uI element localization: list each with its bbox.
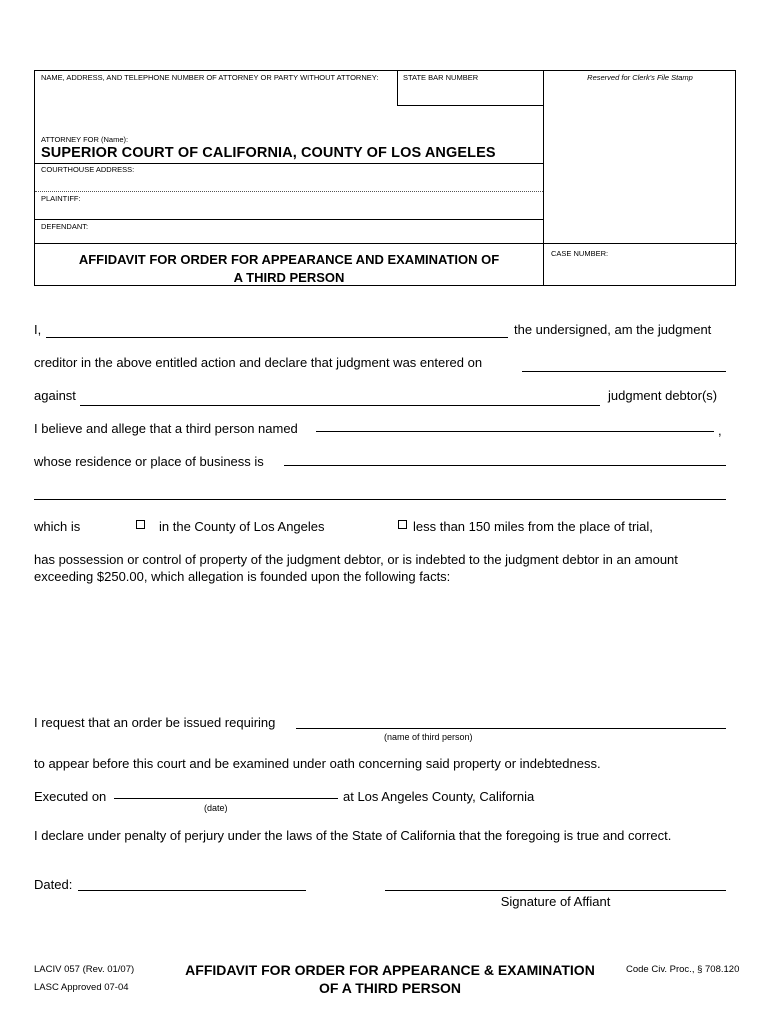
case-number-label: CASE NUMBER: bbox=[551, 249, 609, 258]
appear-line: to appear before this court and be examined under oath concerning said property or indebtedness. bbox=[34, 756, 601, 771]
attorney-for-label: ATTORNEY FOR (Name): bbox=[41, 135, 129, 144]
line2-text: creditor in the above entitled action and declare that judgment was entered on bbox=[34, 355, 483, 370]
date-caption: (date) bbox=[204, 803, 228, 813]
code-reference: Code Civ. Proc., § 708.120 bbox=[626, 964, 740, 975]
facts-para-line2: exceeding $250.00, which allegation is founded upon the following facts: bbox=[34, 569, 451, 584]
clerk-column-divider bbox=[543, 71, 544, 285]
approval-note: LASC Approved 07-04 bbox=[34, 982, 129, 993]
third-person-request-field[interactable] bbox=[296, 728, 726, 729]
affidavit-title-line1: AFFIDAVIT FOR ORDER FOR APPEARANCE AND EXAMINATION OF bbox=[78, 252, 500, 267]
defendant-label: DEFENDANT: bbox=[41, 222, 89, 231]
third-person-name-field[interactable] bbox=[316, 431, 714, 432]
address-divider bbox=[35, 191, 543, 192]
distance-checkbox[interactable] bbox=[398, 520, 407, 529]
state-bar-divider bbox=[397, 71, 398, 106]
executed-prefix: Executed on bbox=[34, 789, 107, 804]
facts-para-line1: has possession or control of property of the judgment debtor, or is indebted to the judgment debtor in an amount bbox=[34, 552, 678, 567]
footer-title-line1: AFFIDAVIT FOR ORDER FOR APPEARANCE & EXAMINATION bbox=[185, 962, 595, 978]
judgment-date-field[interactable] bbox=[522, 371, 726, 372]
clerk-stamp-label: Reserved for Clerk's File Stamp bbox=[587, 73, 693, 82]
affidavit-title-line2: A THIRD PERSON bbox=[233, 270, 345, 285]
line4-comma: , bbox=[718, 423, 722, 438]
court-name: SUPERIOR COURT OF CALIFORNIA, COUNTY OF LOS ANGELES bbox=[41, 145, 496, 161]
plaintiff-label: PLAINTIFF: bbox=[41, 194, 81, 203]
executed-date-field[interactable] bbox=[114, 798, 338, 799]
plaintiff-divider bbox=[35, 219, 543, 220]
dated-label: Dated: bbox=[34, 877, 73, 892]
line1-suffix: the undersigned, am the judgment bbox=[514, 322, 712, 337]
affidavit-title bbox=[35, 251, 543, 287]
title-divider bbox=[35, 243, 737, 244]
declare-line: I declare under penalty of perjury under the laws of the State of California that the foregoing is true and correct. bbox=[34, 828, 672, 843]
caption-box bbox=[34, 70, 736, 286]
state-bar-bottom bbox=[397, 105, 543, 106]
line5-text: whose residence or place of business is bbox=[34, 454, 264, 469]
line3-suffix: judgment debtor(s) bbox=[608, 388, 718, 403]
request-line: I request that an order be issued requiring bbox=[34, 715, 276, 730]
signature-field[interactable] bbox=[385, 890, 726, 891]
state-bar-label: STATE BAR NUMBER bbox=[403, 73, 479, 82]
which-is-label: which is bbox=[34, 519, 81, 534]
line1-prefix: I, bbox=[34, 322, 42, 337]
third-person-caption: (name of third person) bbox=[384, 732, 473, 742]
attorney-label: NAME, ADDRESS, AND TELEPHONE NUMBER OF ATTORNEY OR PARTY WITHOUT ATTORNEY: bbox=[41, 73, 379, 82]
distance-checkbox-label: less than 150 miles from the place of trial, bbox=[413, 519, 653, 534]
county-checkbox[interactable] bbox=[136, 520, 145, 529]
residence-field[interactable] bbox=[284, 465, 726, 466]
footer-title bbox=[160, 961, 620, 997]
courthouse-address-label: COURTHOUSE ADDRESS: bbox=[41, 165, 135, 174]
declarant-name-field[interactable] bbox=[46, 337, 508, 338]
dated-field[interactable] bbox=[78, 890, 306, 891]
line4-text: I believe and allege that a third person named bbox=[34, 421, 298, 436]
residence-field-continued[interactable] bbox=[34, 499, 726, 500]
judgment-debtor-field[interactable] bbox=[80, 405, 600, 406]
line3-prefix: against bbox=[34, 388, 76, 403]
signature-caption: Signature of Affiant bbox=[500, 894, 611, 909]
executed-suffix: at Los Angeles County, California bbox=[343, 789, 535, 804]
court-underline bbox=[35, 163, 543, 164]
footer-title-line2: OF A THIRD PERSON bbox=[318, 980, 462, 996]
form-number: LACIV 057 (Rev. 01/07) bbox=[34, 964, 135, 975]
county-checkbox-label: in the County of Los Angeles bbox=[159, 519, 325, 534]
